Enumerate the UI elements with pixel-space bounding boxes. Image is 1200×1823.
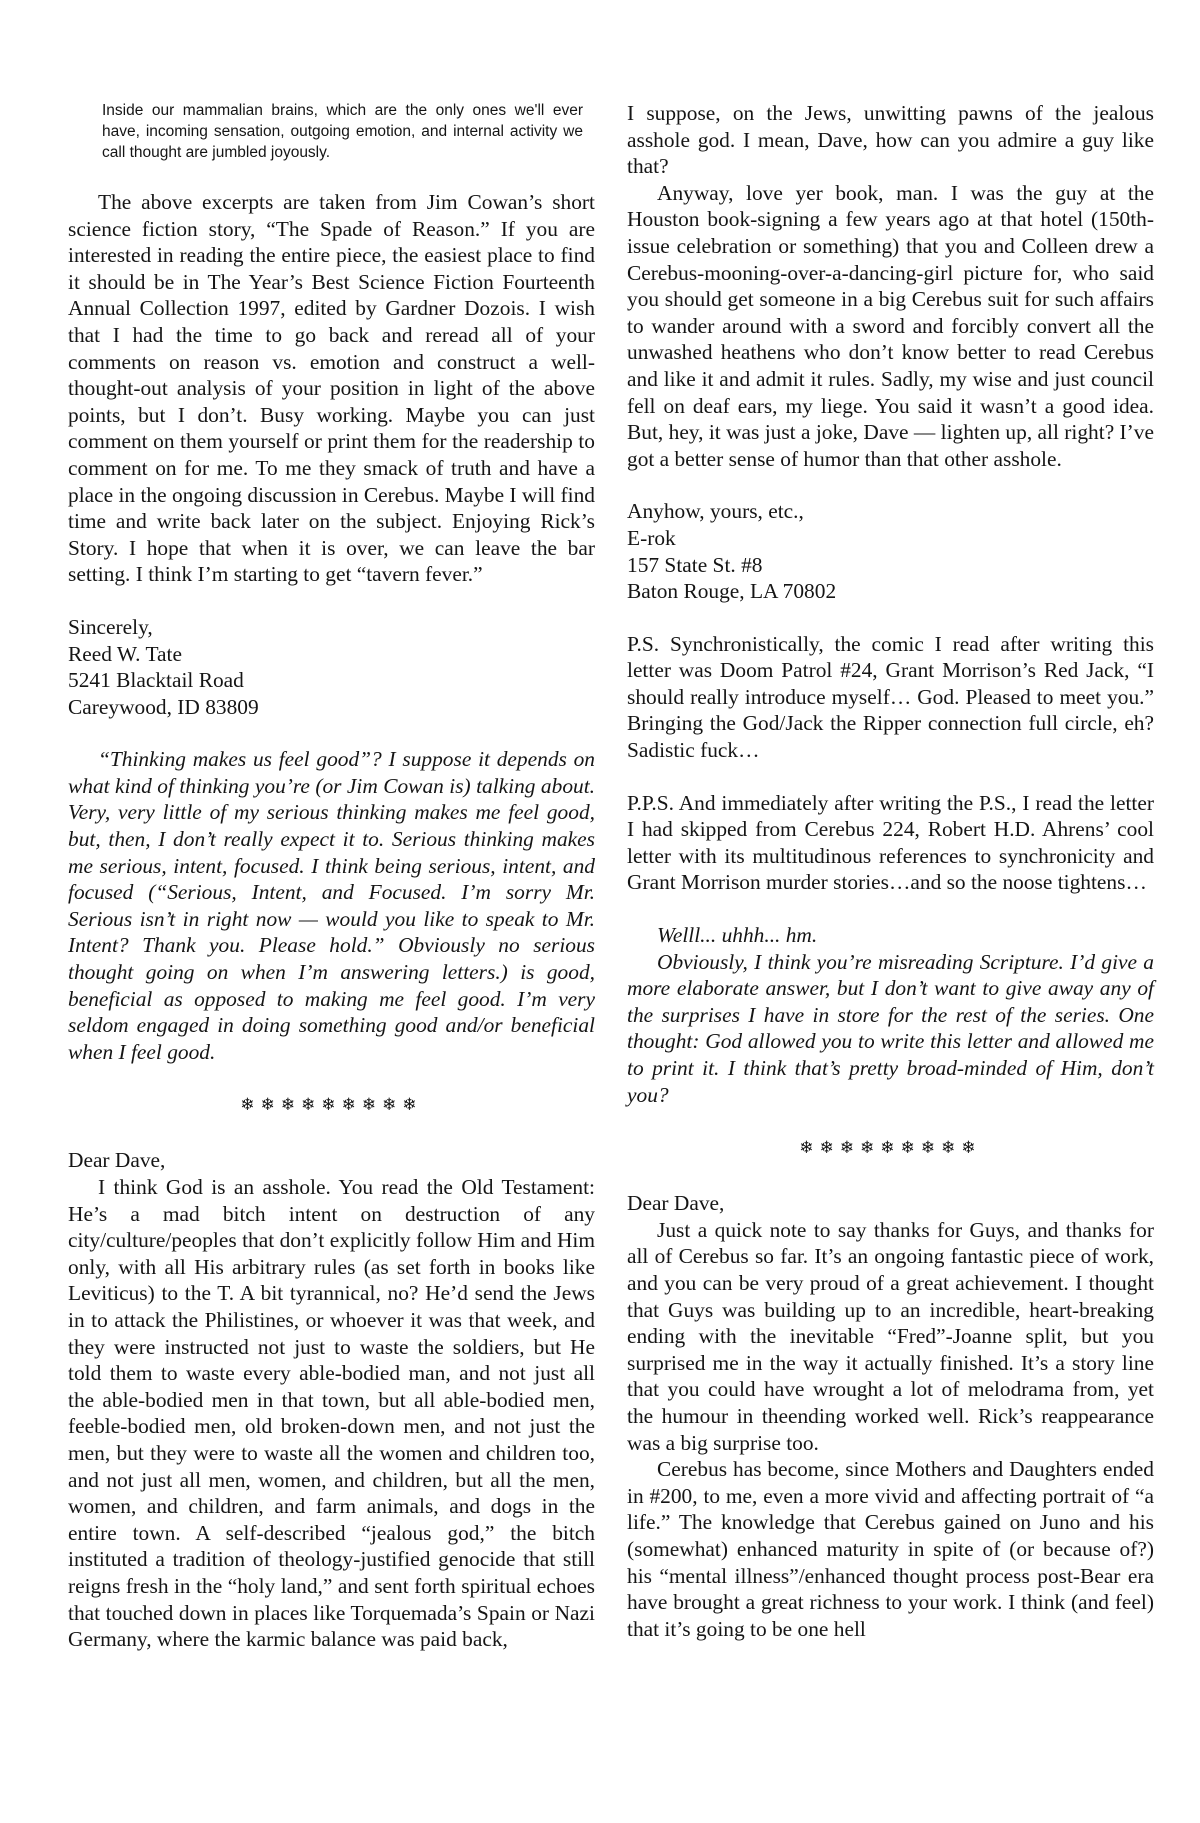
letter-3-body: Just a quick note to say thanks for Guys, and thanks for all of Cerebus so far. It’s an ongoing fantastic piece of work, and you can be very proud of a great achievement. I thought that Guys was building up to an incredible, heart-breaking ending with the inevitable “Fred”-Joanne split, but you surprised me in the way it actually finished. It’s a story line that you could have wrought a lot of melodrama from, yet the humour in theending worked well. Rick’s reappearance was a big surprise too. — [627, 1217, 1154, 1455]
letter-2-body-2: Anyway, love yer book, man. I was the guy at the Houston book-signing a few years ago at that hotel (150th-issue celebration or something) that you and Colleen drew a Cerebus-mooning-over-a-dancing-girl picture for, who said you should get someone in a big Cerebus suit for such affairs to wander around with a sword and forcibly convert all the unwashed heathens who don’t know better to read Cerebus and like it and admit it rules. Sadly, my wise and just council fell on deaf ears, my liege. You said it wasn’t a good idea. But, hey, it was just a joke, Dave — lighten up, all right? I’ve got a better sense of humor than that other asshole. — [627, 180, 1154, 471]
letter-2-pps: P.P.S. And immediately after writing the P.S., I read the letter I had skipped from Cerebus 224, Robert H.D. Ahrens’ cool letter with its multitudinous references to synchronicity and Grant Morrison murder stories…and so the noose tightens… — [627, 790, 1154, 895]
letter-1-body: The above excerpts are taken from Jim Cowan’s short science fiction story, “The Spade of Reason.” If you are interested in reading the entire piece, the easiest place to find it should be in The Year’s Best Science Fiction Fourteenth Annual Collection 1997, edited by Gardner Dozois. I wish that I had the time to go back and reread all of your comments on reason vs. emotion and construct a well-thought-out analysis of your position in light of the above points, but I don’t. Busy working. Maybe you can just comment on them yourself or print them for the readership to comment on for me. To me they smack of truth and have a place in the ongoing discussion in Cerebus. Maybe I will find time and write back later on the subject. Enjoying Rick’s Story. I hope that when it is over, we can leave the bar setting. I think I’m starting to get “tavern fever.” — [68, 190, 595, 587]
letter-2-signature-name: E-rok — [627, 525, 676, 550]
editor-reply-2: Obviously, I think you’re misreading Scripture. I’d give a more elaborate answer, but I don’t want to give away any of the surprises I have in store for the rest of the series. One thought: God allowed you to write this letter and allowed me to print it. I think that’s pretty broad-minded of Him, don’t you? — [627, 949, 1154, 1107]
letter-1-closing: Sincerely, — [68, 614, 153, 639]
two-column-layout — [68, 100, 1154, 1653]
editor-reply-2-opening: Welll... uhhh... hm. — [657, 923, 818, 948]
editor-reply-1: “Thinking makes us feel good”? I suppose it depends on what kind of thinking you’re (or Jim Cowan is) talking about. Very, very little of my serious thinking makes me feel good, but, then, I don’t really expect it to. Serious thinking makes me serious, intent, focused. I think being serious, intent, and focused (“Serious, Intent, and Focused. I’m sorry Mr. Serious isn’t in right now — would you like to speak to Mr. Intent? Thank you. Please hold.” Obviously no serious thought going on when I’m answering letters.) is good, beneficial as opposed to making me feel good. I’m very seldom engaged in doing something good and/or beneficial when I feel good. — [68, 747, 595, 1064]
letter-3-salutation: Dear Dave, — [627, 1191, 725, 1216]
right-column — [627, 100, 1154, 1653]
section-divider: ❄❄❄❄❄❄❄❄❄ — [799, 1138, 982, 1159]
letter-2-ps: P.S. Synchronistically, the comic I read after writing this letter was Doom Patrol #24, Grant Morrison’s Red Jack, “I should really introduce myself… God. Pleased to meet you.” Bringing the God/Jack the Ripper connection full circle, eh? Sadistic fuck… — [627, 631, 1154, 763]
letter-1-signature-city: Careywood, ID 83809 — [68, 694, 259, 719]
letter-3-body-2: Cerebus has become, since Mothers and Daughters ended in #200, to me, even a more vivid and affecting portrait of “a life.” The knowledge that Cerebus gained on Juno and his (somewhat) enhanced maturity in spite of (or because of?) his “mental illness”/enhanced thought process post-Bear era have brought a great richness to your work. I think (and feel) that it’s going to be one hell — [627, 1457, 1154, 1641]
section-divider: ❄❄❄❄❄❄❄❄❄ — [240, 1095, 423, 1116]
letter-2-signature-city: Baton Rouge, LA 70802 — [627, 579, 837, 604]
letter-1-signature-name: Reed W. Tate — [68, 641, 182, 666]
left-column — [68, 100, 595, 1653]
letter-2-signature-street: 157 State St. #8 — [627, 552, 763, 577]
letter-1-signature-street: 5241 Blacktail Road — [68, 668, 244, 693]
story-excerpt-quote: Inside our mammalian brains, which are the only ones we'll ever have, incoming sensation, outgoing emotion, and internal activity we call thought are jumbled joyously. — [102, 102, 583, 161]
letter-2-body-continued: I suppose, on the Jews, unwitting pawns of the jealous asshole god. I mean, Dave, how can you admire a guy like that? — [627, 101, 1154, 179]
letter-2-body: I think God is an asshole. You read the Old Testament: He’s a mad bitch intent on destruction of any city/culture/peoples that don’t explicitly follow Him and Him only, with all His arbitrary rules (as set forth in books like Leviticus) to the T. A bit tyrannical, no? He’d send the Jews in to attack the Philistines, or whoever it was that week, and they were instructed not just to waste the soldiers, but He told them to waste every able-bodied man, and not just all the able-bodied men in that town, but all able-bodied men, feeble-bodied men, old broken-down men, and not just the men, but they were to waste all the women and children too, and not just all men, women, and children, but all the men, women, and children, and farm animals, and dogs in the entire town. A self-described “jealous god,” the bitch instituted a tradition of theology-justified genocide that still reigns fresh in the “holy land,” and sent forth spiritual echoes that touched down in places like Torquemada’s Spain or Nazi Germany, where the karmic balance was paid back, — [68, 1175, 595, 1652]
letter-2-salutation: Dear Dave, — [68, 1148, 166, 1173]
letter-2-closing: Anyhow, yours, etc., — [627, 499, 804, 524]
